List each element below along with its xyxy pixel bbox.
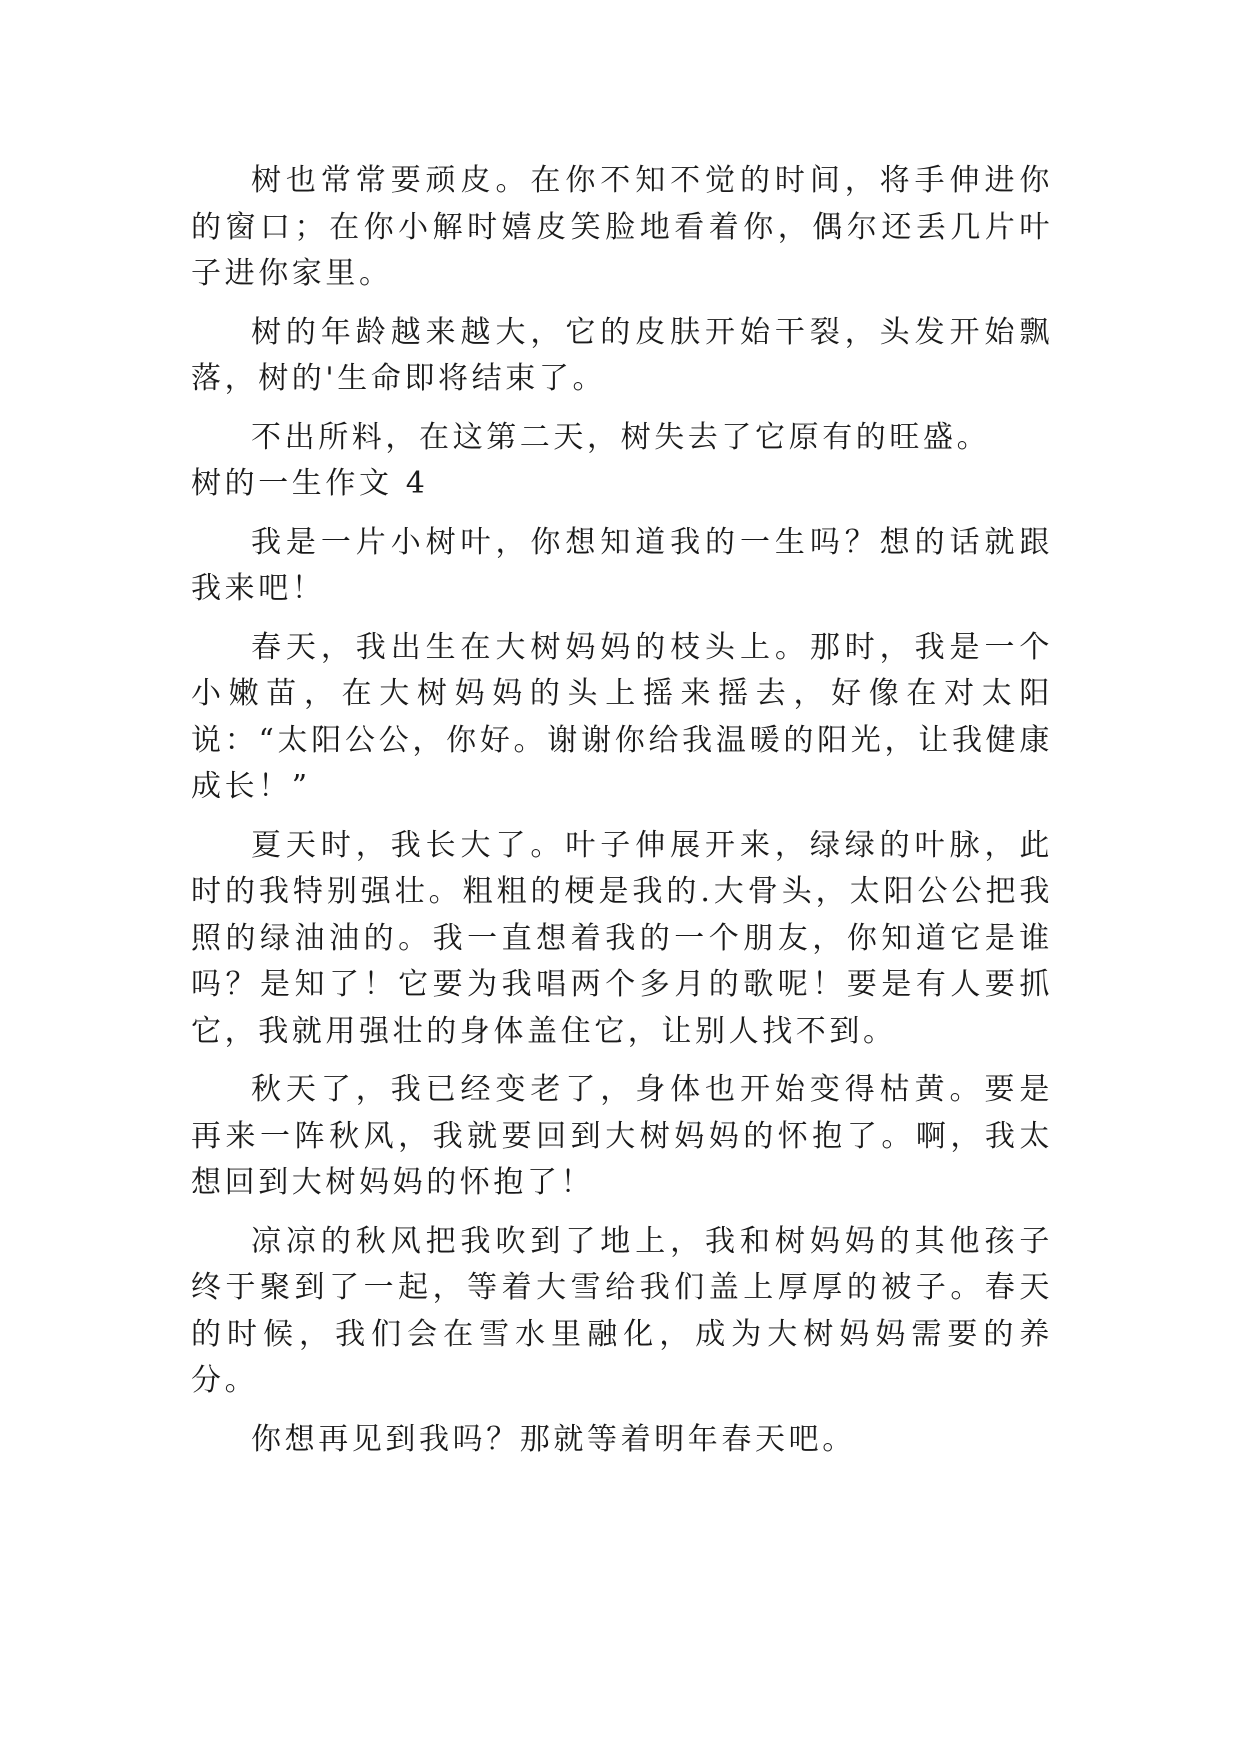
paragraph: 秋天了，我已经变老了，身体也开始变得枯黄。要是再来一阵秋风，我就要回到大树妈妈的怀抱了。啊，我太想回到大树妈妈的怀抱了！ [191, 1072, 1053, 1200]
paragraph: 不出所料，在这第二天，树失去了它原有的旺盛。 [251, 419, 991, 455]
document-body [191, 158, 1053, 1463]
paragraph: 树也常常要顽皮。在你不知不觉的时间，将手伸进你的窗口；在你小解时嬉皮笑脸地看着你，偶尔还丢几片叶子进你家里。 [191, 163, 1053, 291]
paragraph: 我是一片小树叶，你想知道我的一生吗？想的话就跟我来吧！ [191, 524, 1053, 606]
section-heading: 树的一生作文 4 [191, 466, 429, 501]
paragraph: 夏天时，我长大了。叶子伸展开来，绿绿的叶脉，此时的我特别强壮。粗粗的梗是我的.大骨头，太阳公公把我照的绿油油的。我一直想着我的一个朋友，你知道它是谁吗？是知了！它要为我唱两个多月的歌呢！要是有人要抓它，我就用强壮的身体盖住它，让别人找不到。 [191, 827, 1053, 1049]
paragraph: 凉凉的秋风把我吹到了地上，我和树妈妈的其他孩子终于聚到了一起，等着大雪给我们盖上厚厚的被子。春天的时候，我们会在雪水里融化，成为大树妈妈需要的养分。 [191, 1223, 1053, 1398]
paragraph: 树的年龄越来越大，它的皮肤开始干裂，头发开始飘落，树的'生命即将结束了。 [191, 314, 1053, 396]
paragraph: 你想再见到我吗？那就等着明年春天吧。 [251, 1421, 856, 1457]
paragraph: 春天，我出生在大树妈妈的枝头上。那时，我是一个小嫩苗，在大树妈妈的头上摇来摇去，好像在对太阳说：“太阳公公，你好。谢谢你给我温暖的阳光，让我健康成长！” [191, 629, 1053, 804]
